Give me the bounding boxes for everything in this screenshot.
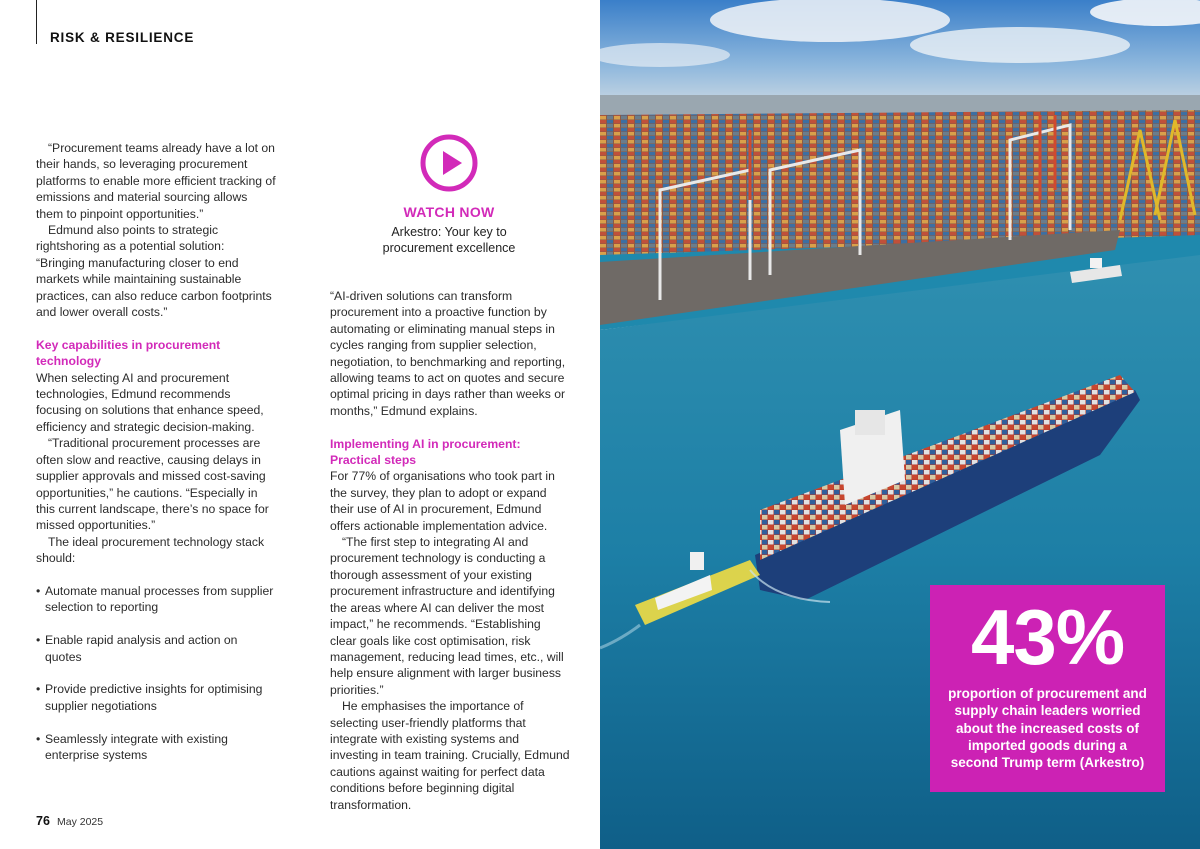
- paragraph: “AI-driven solutions can transform procurement into a proactive function by automating or eliminating manual steps in cycles ranging from supplier selection, negotiation, to benchmarking and reporting, allowing teams to act on quotes and secure optimal pricing in days rather than weeks or months,” Edmund explains.: [330, 289, 566, 418]
- paragraph: He emphasises the importance of selecting user-friendly platforms that integrate with existing systems and investing in team training. Crucially, Edmund cautions against waiting for perfect data conditions before beginning digital transformation.: [330, 699, 570, 812]
- paragraph: “The first step to integrating AI and procurement technology is conducting a thorough assessment of your existing procurement infrastructure and identifying the areas where AI can deliver the most impact,” he recommends. “Establishing clear goals like cost optimisation, risk management, reducing lead times, etc., will help ensure alignment with larger business priorities.”: [330, 535, 564, 697]
- issue-date: May 2025: [57, 816, 104, 828]
- article-column-2: [330, 288, 570, 813]
- bullet-item: • Enable rapid analysis and action on quotes: [36, 632, 276, 665]
- bullet-list: [36, 583, 276, 763]
- subheading: Key capabilities in procurement technology: [36, 337, 221, 369]
- page-number: 76: [36, 814, 50, 828]
- paragraph: For 77% of organisations who took part in the survey, they plan to adopt or expand their use of AI in procurement, Edmund offers actionable implementation advice.: [330, 469, 555, 533]
- bullet-item: • Seamlessly integrate with existing enterprise systems: [36, 731, 276, 764]
- section-label: RISK & RESILIENCE: [50, 30, 195, 45]
- bullet-item: • Provide predictive insights for optimising supplier negotiations: [36, 681, 276, 714]
- article-column-1: [36, 140, 276, 780]
- stat-description: proportion of procurement and supply chain leaders worried about the increased costs of imported goods during a second Trump term (Arkestro): [948, 686, 1147, 771]
- play-circle-icon[interactable]: [420, 134, 478, 192]
- paragraph: When selecting AI and procurement technologies, Edmund recommends focusing on solutions that enhance speed, efficiency and strategic decision-making.: [36, 370, 264, 434]
- section-rule: [36, 0, 37, 44]
- watch-now-title[interactable]: WATCH NOW: [403, 204, 495, 220]
- paragraph: Edmund also points to strategic rightshoring as a potential solution: “Bringing manufacturing closer to end markets while maintaining sustainable practices, can also reduce carbon footprints and lower overall costs.”: [36, 223, 272, 320]
- paragraph: “Procurement teams already have a lot on their hands, so leveraging procurement platforms to enable more efficient tracking of emissions and material sourcing allows them to pinpoint opportunities.”: [36, 141, 276, 221]
- subheading: Implementing AI in procurement: Practical steps: [330, 436, 521, 468]
- watch-now-subtitle[interactable]: Arkestro: Your key to procurement excellence: [382, 225, 516, 255]
- stat-value: 43%: [970, 593, 1125, 681]
- bullet-item: • Automate manual processes from supplier selection to reporting: [36, 583, 276, 616]
- paragraph: “Traditional procurement processes are often slow and reactive, causing delays in supplier approvals and missed cost-saving opportunities,” he cautions. “Especially in this current landscape, there’s no space for missed opportunities.”: [36, 436, 269, 533]
- watch-now-callout[interactable]: [360, 134, 538, 256]
- paragraph: The ideal procurement technology stack should:: [36, 534, 265, 566]
- stat-callout: [930, 585, 1165, 792]
